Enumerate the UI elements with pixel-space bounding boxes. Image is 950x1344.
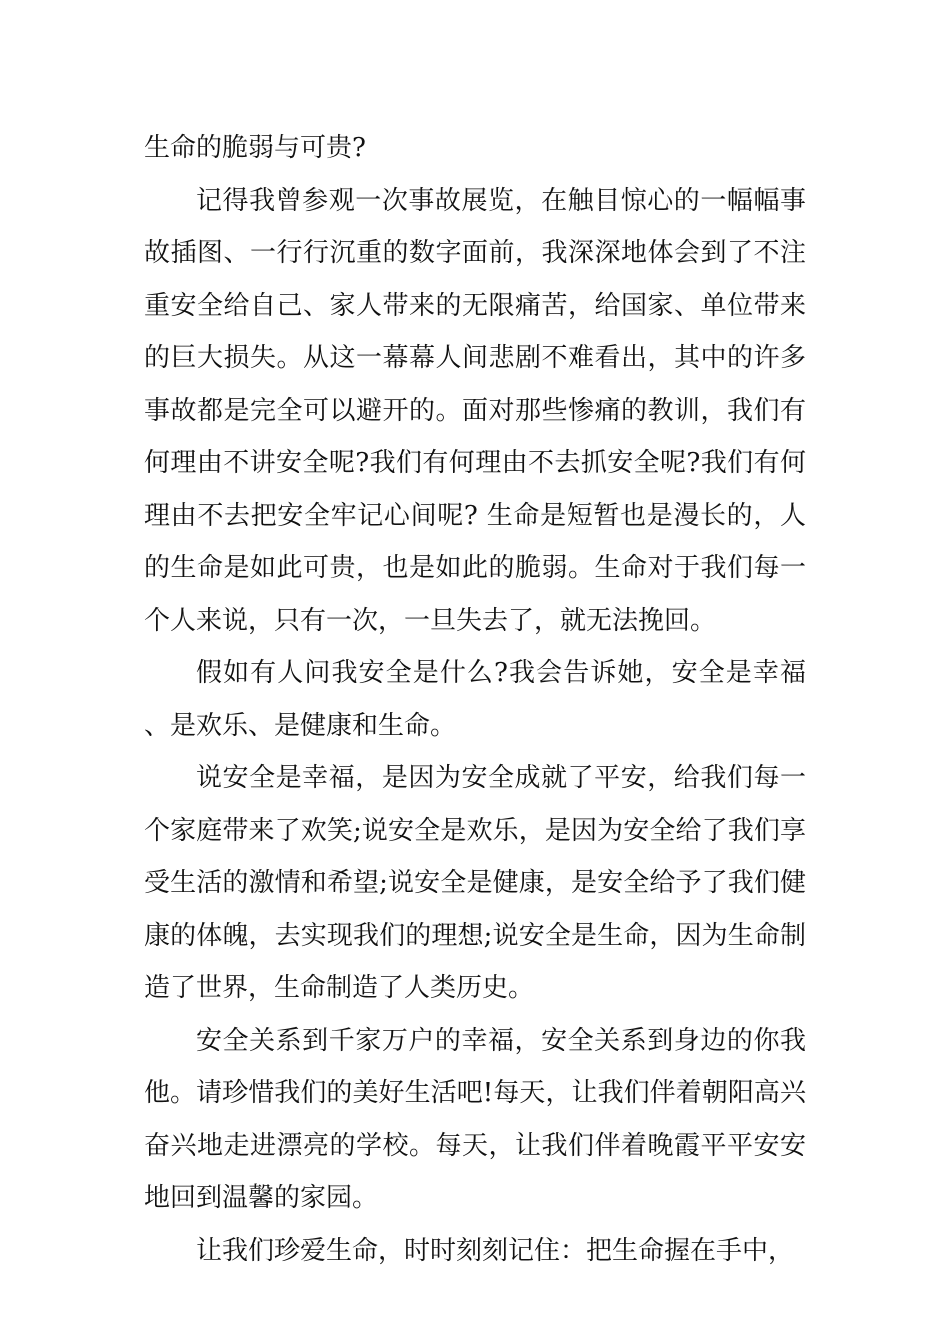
paragraph-exhibition: 记得我曾参观一次事故展览，在触目惊心的一幅幅事故插图、一行行沉重的数字面前，我深深地体会到了不注重安全给自己、家人带来的无限痛苦，给国家、单位带来的巨大损失。从这一幕幕人间悲剧不难看出，其中的许多事故都是完全可以避开的。面对那些惨痛的教训，我们有何理由不讲安全呢?我们有何理由不去抓安全呢?我们有何理由不去把安全牢记心间呢? 生命是短暂也是漫长的，人的生命是如此可贵，也是如此的脆弱。生命对于我们每一个人来说，只有一次，一旦失去了，就无法挽回。 [144,185,806,636]
paragraph-cherish-life: 让我们珍爱生命，时时刻刻记住：把生命握在手中， [196,1235,795,1266]
paragraph-safety-is-happiness: 说安全是幸福，是因为安全成就了平安，给我们每一个家庭带来了欢笑;说安全是欢乐，是因为安全给了我们享受生活的激情和希望;说安全是健康，是安全给予了我们健康的体魄，去实现我们的理想;说安全是生命，因为生命制造了世界，生命制造了人类历史。 [144,763,806,1003]
paragraph-safety-concerns-all: 安全关系到千家万户的幸福，安全关系到身边的你我他。请珍惜我们的美好生活吧!每天，让我们伴着朝阳高兴奋兴地走进漂亮的学校。每天，让我们伴着晚霞平平安安地回到温馨的家园。 [144,1025,806,1213]
paragraph-continuation: 生命的脆弱与可贵? [144,133,366,163]
paragraph-what-is-safety: 假如有人问我安全是什么?我会告诉她，安全是幸福、是欢乐、是健康和生命。 [144,658,806,741]
document-body [144,122,806,1277]
